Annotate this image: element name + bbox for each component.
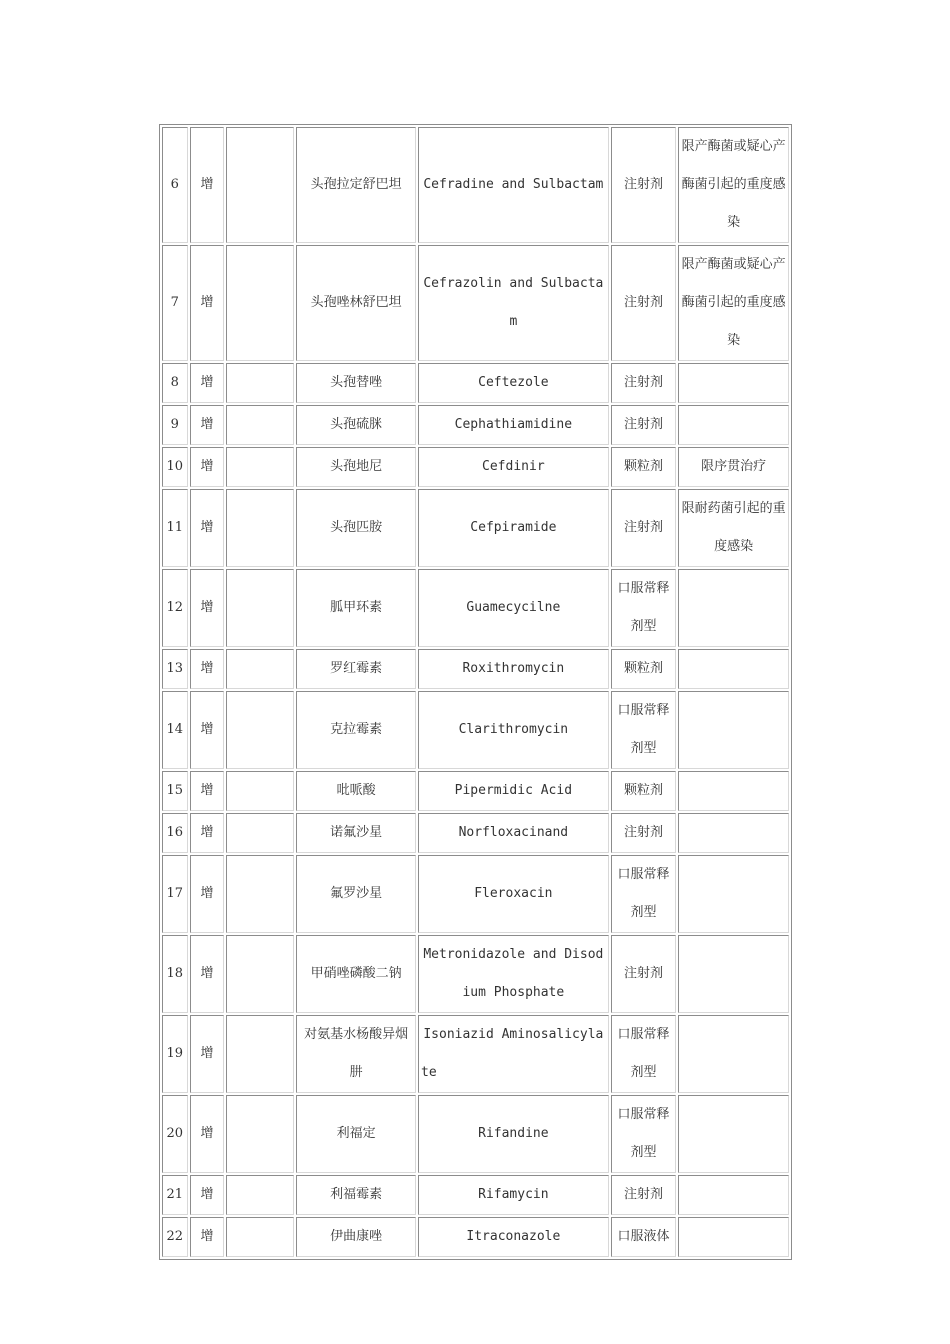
table-row bbox=[162, 1217, 789, 1257]
row-number: 9 bbox=[162, 405, 188, 445]
table-row bbox=[162, 771, 789, 811]
blank-cell bbox=[226, 245, 294, 361]
english-name: Metronidazole and Disodium Phosphate bbox=[418, 935, 609, 1013]
dosage-form: 注射剂 bbox=[611, 245, 677, 361]
table-row bbox=[162, 569, 789, 647]
change-type: 增 bbox=[190, 1015, 225, 1093]
restriction-note bbox=[678, 813, 789, 853]
row-number: 21 bbox=[162, 1175, 188, 1215]
blank-cell bbox=[226, 405, 294, 445]
english-name: Rifamycin bbox=[418, 1175, 609, 1215]
restriction-note bbox=[678, 935, 789, 1013]
english-name: Cefrazolin and Sulbactam bbox=[418, 245, 609, 361]
row-number: 10 bbox=[162, 447, 188, 487]
dosage-form: 口服常释剂型 bbox=[611, 1095, 677, 1173]
dosage-form: 注射剂 bbox=[611, 405, 677, 445]
row-number: 22 bbox=[162, 1217, 188, 1257]
blank-cell bbox=[226, 127, 294, 243]
blank-cell bbox=[226, 935, 294, 1013]
dosage-form: 口服常释剂型 bbox=[611, 569, 677, 647]
change-type: 增 bbox=[190, 813, 225, 853]
row-number: 16 bbox=[162, 813, 188, 853]
chinese-name: 利福霉素 bbox=[296, 1175, 416, 1215]
restriction-note bbox=[678, 363, 789, 403]
change-type: 增 bbox=[190, 447, 225, 487]
blank-cell bbox=[226, 1095, 294, 1173]
chinese-name: 头孢替唑 bbox=[296, 363, 416, 403]
dosage-form: 注射剂 bbox=[611, 1175, 677, 1215]
english-name: Roxithromycin bbox=[418, 649, 609, 689]
table-row bbox=[162, 813, 789, 853]
row-number: 11 bbox=[162, 489, 188, 567]
table-row bbox=[162, 489, 789, 567]
dosage-form: 口服液体 bbox=[611, 1217, 677, 1257]
chinese-name: 利福定 bbox=[296, 1095, 416, 1173]
english-name: Guamecycilne bbox=[418, 569, 609, 647]
chinese-name: 吡哌酸 bbox=[296, 771, 416, 811]
change-type: 增 bbox=[190, 569, 225, 647]
table-row bbox=[162, 405, 789, 445]
row-number: 15 bbox=[162, 771, 188, 811]
english-name: Cephathiamidine bbox=[418, 405, 609, 445]
change-type: 增 bbox=[190, 405, 225, 445]
english-name: Cefradine and Sulbactam bbox=[418, 127, 609, 243]
dosage-form: 注射剂 bbox=[611, 363, 677, 403]
restriction-note bbox=[678, 1095, 789, 1173]
change-type: 增 bbox=[190, 489, 225, 567]
row-number: 14 bbox=[162, 691, 188, 769]
restriction-note bbox=[678, 855, 789, 933]
blank-cell bbox=[226, 363, 294, 403]
chinese-name: 头孢拉定舒巴坦 bbox=[296, 127, 416, 243]
dosage-form: 注射剂 bbox=[611, 935, 677, 1013]
chinese-name: 罗红霉素 bbox=[296, 649, 416, 689]
table-row bbox=[162, 363, 789, 403]
dosage-form: 颗粒剂 bbox=[611, 649, 677, 689]
chinese-name: 头孢唑林舒巴坦 bbox=[296, 245, 416, 361]
english-name: Norfloxacinand bbox=[418, 813, 609, 853]
drug-table-body bbox=[162, 127, 789, 1257]
table-row bbox=[162, 1015, 789, 1093]
change-type: 增 bbox=[190, 1217, 225, 1257]
table-row bbox=[162, 649, 789, 689]
chinese-name: 克拉霉素 bbox=[296, 691, 416, 769]
chinese-name: 对氨基水杨酸异烟肼 bbox=[296, 1015, 416, 1093]
table-row bbox=[162, 245, 789, 361]
blank-cell bbox=[226, 1217, 294, 1257]
restriction-note bbox=[678, 1175, 789, 1215]
chinese-name: 诺氟沙星 bbox=[296, 813, 416, 853]
dosage-form: 口服常释剂型 bbox=[611, 691, 677, 769]
english-name: Clarithromycin bbox=[418, 691, 609, 769]
row-number: 18 bbox=[162, 935, 188, 1013]
table-row bbox=[162, 1095, 789, 1173]
restriction-note bbox=[678, 649, 789, 689]
chinese-name: 甲硝唑磷酸二钠 bbox=[296, 935, 416, 1013]
blank-cell bbox=[226, 569, 294, 647]
change-type: 增 bbox=[190, 245, 225, 361]
row-number: 17 bbox=[162, 855, 188, 933]
change-type: 增 bbox=[190, 649, 225, 689]
drug-table bbox=[159, 124, 792, 1260]
english-name: Cefpiramide bbox=[418, 489, 609, 567]
row-number: 12 bbox=[162, 569, 188, 647]
dosage-form: 颗粒剂 bbox=[611, 771, 677, 811]
dosage-form: 注射剂 bbox=[611, 127, 677, 243]
restriction-note bbox=[678, 691, 789, 769]
english-name: Pipermidic Acid bbox=[418, 771, 609, 811]
chinese-name: 胍甲环素 bbox=[296, 569, 416, 647]
change-type: 增 bbox=[190, 771, 225, 811]
table-row bbox=[162, 691, 789, 769]
blank-cell bbox=[226, 1175, 294, 1215]
english-name: Fleroxacin bbox=[418, 855, 609, 933]
change-type: 增 bbox=[190, 363, 225, 403]
restriction-note: 限耐药菌引起的重度感染 bbox=[678, 489, 789, 567]
dosage-form: 口服常释剂型 bbox=[611, 855, 677, 933]
dosage-form: 注射剂 bbox=[611, 813, 677, 853]
blank-cell bbox=[226, 855, 294, 933]
row-number: 20 bbox=[162, 1095, 188, 1173]
row-number: 6 bbox=[162, 127, 188, 243]
restriction-note bbox=[678, 569, 789, 647]
change-type: 增 bbox=[190, 935, 225, 1013]
row-number: 19 bbox=[162, 1015, 188, 1093]
row-number: 7 bbox=[162, 245, 188, 361]
blank-cell bbox=[226, 489, 294, 567]
chinese-name: 氟罗沙星 bbox=[296, 855, 416, 933]
restriction-note bbox=[678, 1217, 789, 1257]
english-name: Rifandine bbox=[418, 1095, 609, 1173]
chinese-name: 头孢地尼 bbox=[296, 447, 416, 487]
english-name: Itraconazole bbox=[418, 1217, 609, 1257]
change-type: 增 bbox=[190, 1095, 225, 1173]
dosage-form: 颗粒剂 bbox=[611, 447, 677, 487]
dosage-form: 口服常释剂型 bbox=[611, 1015, 677, 1093]
chinese-name: 头孢硫脒 bbox=[296, 405, 416, 445]
restriction-note bbox=[678, 771, 789, 811]
restriction-note: 限序贯治疗 bbox=[678, 447, 789, 487]
dosage-form: 注射剂 bbox=[611, 489, 677, 567]
english-name: Isoniazid Aminosalicylate bbox=[418, 1015, 609, 1093]
chinese-name: 头孢匹胺 bbox=[296, 489, 416, 567]
change-type: 增 bbox=[190, 127, 225, 243]
change-type: 增 bbox=[190, 855, 225, 933]
restriction-note bbox=[678, 1015, 789, 1093]
change-type: 增 bbox=[190, 1175, 225, 1215]
chinese-name: 伊曲康唑 bbox=[296, 1217, 416, 1257]
table-row bbox=[162, 935, 789, 1013]
restriction-note bbox=[678, 405, 789, 445]
restriction-note: 限产酶菌或疑心产酶菌引起的重度感染 bbox=[678, 245, 789, 361]
blank-cell bbox=[226, 771, 294, 811]
blank-cell bbox=[226, 649, 294, 689]
english-name: Ceftezole bbox=[418, 363, 609, 403]
row-number: 13 bbox=[162, 649, 188, 689]
change-type: 增 bbox=[190, 691, 225, 769]
restriction-note: 限产酶菌或疑心产酶菌引起的重度感染 bbox=[678, 127, 789, 243]
row-number: 8 bbox=[162, 363, 188, 403]
english-name: Cefdinir bbox=[418, 447, 609, 487]
blank-cell bbox=[226, 691, 294, 769]
blank-cell bbox=[226, 447, 294, 487]
blank-cell bbox=[226, 1015, 294, 1093]
table-row bbox=[162, 855, 789, 933]
table-row bbox=[162, 447, 789, 487]
blank-cell bbox=[226, 813, 294, 853]
table-row bbox=[162, 127, 789, 243]
table-row bbox=[162, 1175, 789, 1215]
